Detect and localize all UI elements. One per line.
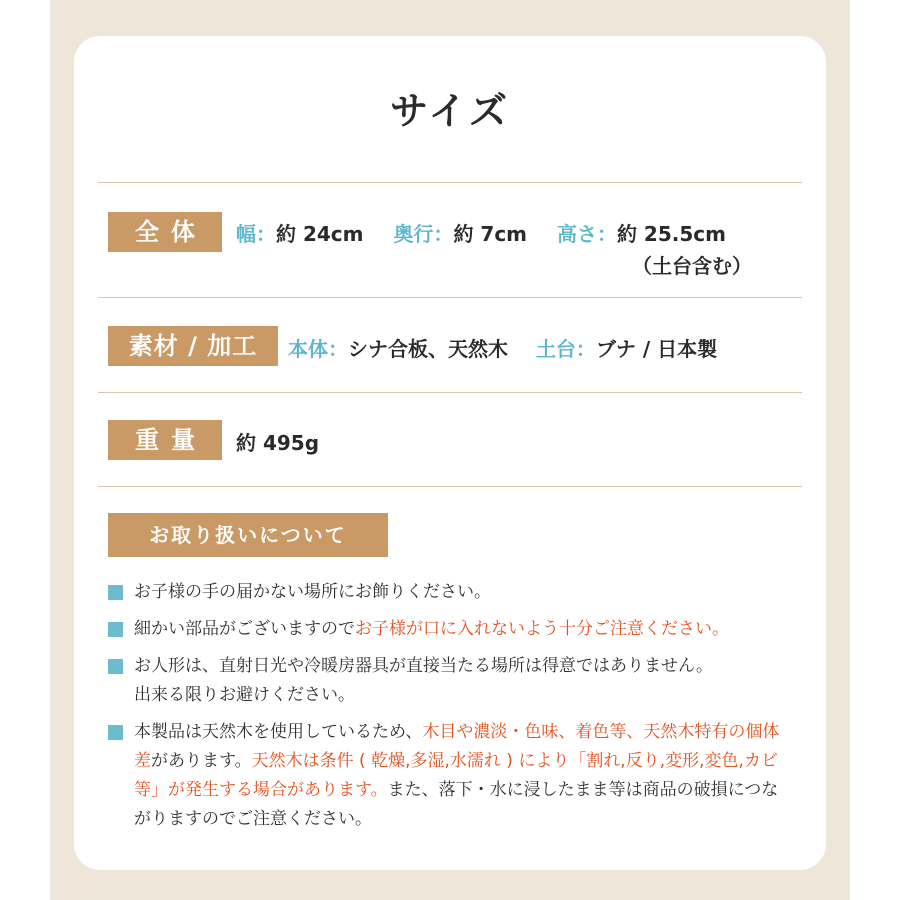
width-label: 幅： — [236, 222, 276, 246]
note-text: お子様の手の届かない場所にお飾りください。 — [134, 582, 491, 602]
list-item — [108, 615, 808, 644]
note-warning-text: お子様が口に入れないよう十分ご注意ください。 — [355, 619, 729, 639]
note-text: また、落下・水に浸したまま等は商品の破損につながりますのでご注意ください。 — [134, 780, 779, 829]
material-details — [288, 333, 717, 362]
note-text: 細かい部品がございますので — [134, 619, 355, 639]
weight-badge: 重量 — [108, 420, 222, 460]
material-badge: 素材 / 加工 — [108, 326, 278, 366]
list-item — [108, 718, 794, 834]
note-text: お人形は、直射日光や冷暖房器具が直接当たる場所は得意ではありません。 — [134, 656, 714, 676]
body-value: シナ合板、天然木 — [348, 337, 508, 361]
page-title: サイズ — [390, 89, 510, 133]
divider — [98, 182, 802, 183]
bullet-square-icon — [108, 659, 123, 674]
divider — [98, 486, 802, 487]
divider — [98, 392, 802, 393]
height-value: 約 25.5cm — [616, 222, 726, 246]
note-text: 出来る限りお避けください。 — [134, 685, 355, 705]
note-text: 本製品は天然木を使用しているため、 — [134, 722, 423, 742]
bullet-square-icon — [108, 585, 123, 600]
height-note: （土台含む） — [632, 254, 752, 278]
weight-value: 約 495g — [236, 431, 320, 455]
bullet-square-icon — [108, 725, 123, 740]
divider — [98, 297, 802, 298]
overall-dimensions — [236, 218, 726, 247]
height-label: 高さ： — [556, 222, 617, 246]
handling-badge: お取り扱いについて — [108, 513, 388, 557]
base-label: 土台： — [535, 337, 596, 361]
list-item — [108, 578, 808, 607]
note-warning-text: 木目や濃淡・色味、着色等、天然木特有の個体差 — [134, 722, 780, 771]
bullet-square-icon — [108, 622, 123, 637]
body-label: 本体： — [288, 337, 348, 361]
overall-badge: 全体 — [108, 212, 222, 252]
note-text: があります。 — [151, 751, 252, 771]
base-value: ブナ / 日本製 — [595, 337, 718, 361]
note-warning-text: 天然木は条件 ( 乾燥,多湿,水濡れ ) により「割れ,反り,変形,変色,カビ等」が発生する場合があります。 — [134, 751, 778, 800]
width-value: 約 24cm — [276, 222, 364, 246]
depth-value: 約 7cm — [453, 222, 528, 246]
list-item — [108, 652, 808, 710]
handling-notes — [108, 578, 808, 842]
depth-label: 奥行： — [393, 222, 454, 246]
